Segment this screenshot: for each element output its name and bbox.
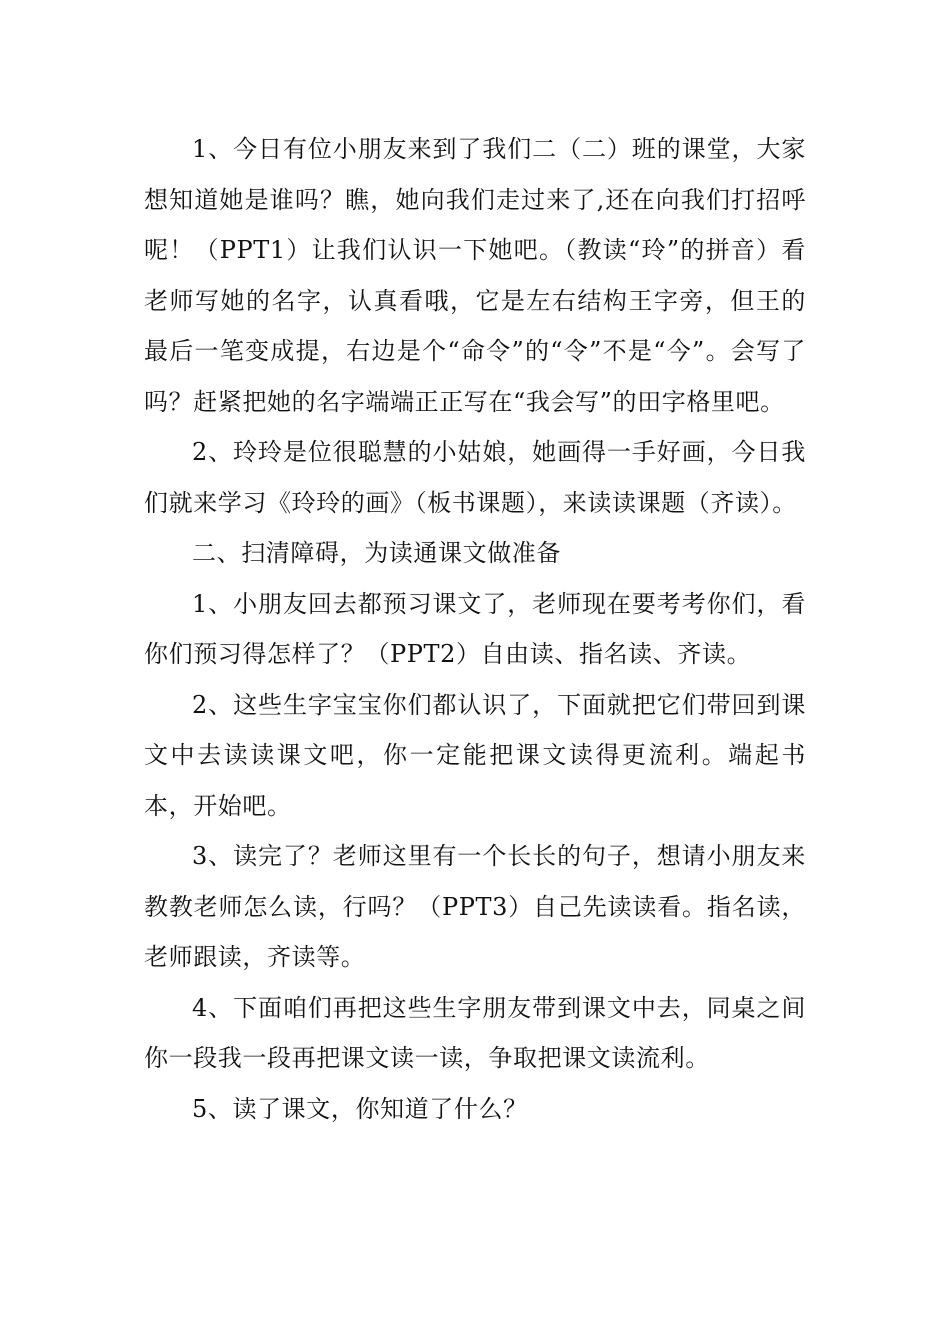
paragraph-partner-reading: 4、下面咱们再把这些生字朋友带到课文中去，同桌之间你一段我一段再把课文读一读，争取把课文读流利。 xyxy=(144,993,806,1072)
paragraph-intro-lingling: 1、今日有位小朋友来到了我们二（二）班的课堂，大家想知道她是谁吗？瞧，她向我们走过来了,还在向我们打招呼呢！（PPT1）让我们认识一下她吧。（教读“玲”的拼音）看老师写她的名字，认真看哦，它是左右结构王字旁，但王的最后一笔变成提，右边是个“命令”的“令”不是“今”。会写了吗？赶紧把她的名字端端正正写在“我会写”的田字格里吧。 xyxy=(144,135,806,416)
paragraph-preview-check: 1、小朋友回去都预习课文了，老师现在要考考你们，看你们预习得怎样了？（PPT2）自由读、指名读、齐读。 xyxy=(144,589,806,668)
paragraph-long-sentence: 3、读完了？老师这里有一个长长的句子，想请小朋友来教教老师怎么读，行吗？（PPT3）自己先读读看。指名读，老师跟读，齐读等。 xyxy=(144,842,806,971)
document-body xyxy=(144,124,806,1134)
paragraph-what-learned: 5、读了课文，你知道了什么？ xyxy=(192,1094,528,1123)
paragraph-lesson-title: 2、玲玲是位很聪慧的小姑娘，她画得一手好画，今日我们就来学习《玲玲的画》（板书课题），来读读课题（齐读）。 xyxy=(144,438,806,517)
paragraph-read-text: 2、这些生字宝宝你们都认识了，下面就把它们带回到课文中去读读课文吧，你一定能把课文读得更流利。端起书本，开始吧。 xyxy=(144,690,806,820)
section-heading-clear-obstacles: 二、扫清障碍，为读通课文做准备 xyxy=(192,539,561,567)
